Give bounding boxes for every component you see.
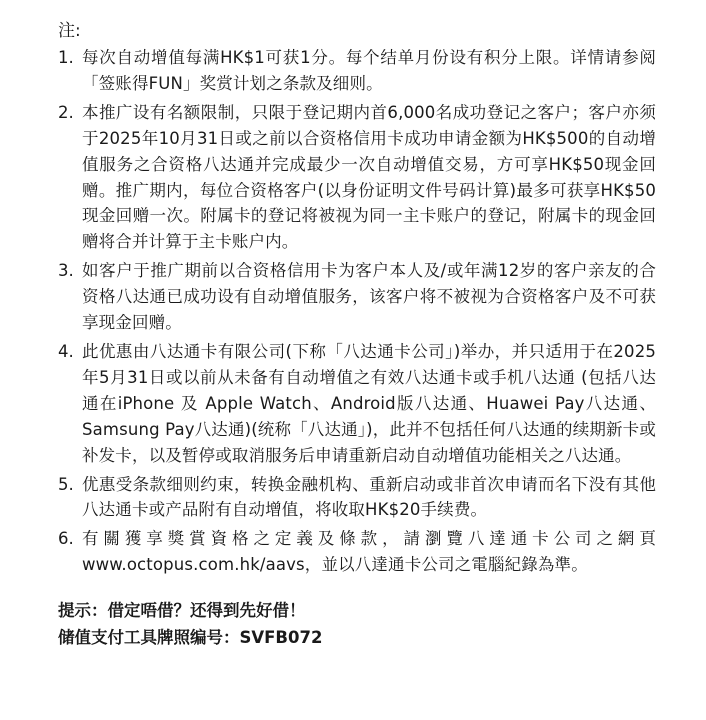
- footer: [58, 597, 656, 651]
- note-number: 5.: [58, 474, 74, 494]
- note-text: 有關獲享獎賞資格之定義及條款，請瀏覽八達通卡公司之網頁www.octopus.com.hk/aavs，並以八達通卡公司之電腦紀錄為準。: [82, 529, 656, 575]
- note-item-6: [58, 526, 656, 578]
- note-number: 4.: [58, 341, 74, 361]
- note-text: 此优惠由八达通卡有限公司(下称「八达通卡公司」)举办，并只适用于在2025年5月31日或以前从未备有自动增值之有效八达通卡或手机八达通 (包括八达通在iPhone 及 Apple Watch、Android版八达通、Huawei Pay八达通、Samsung Pay八达通)(统称「八达通」)，此并不包括任何八达通的续期新卡或补发卡，以及暂停或取消服务后申请重新启动自动增值功能相关之八达通。: [82, 341, 656, 465]
- note-item-2: [58, 100, 656, 255]
- note-text: 每次自动增值每满HK$1可获1分。每个结单月份设有积分上限。详情请参阅「签账得FUN」奖赏计划之条款及细则。: [82, 48, 656, 93]
- note-item-1: [58, 45, 656, 97]
- note-text: 如客户于推广期前以合资格信用卡为客户本人及/或年满12岁的客户亲友的合资格八达通已成功设有自动增值服务，该客户将不被视为合资格客户及不可获享现金回赠。: [82, 261, 656, 333]
- note-text: 优惠受条款细则约束，转换金融机构、重新启动或非首次申请而名下没有其他八达通卡或产品附有自动增值，将收取HK$20手续费。: [82, 474, 656, 520]
- note-item-4: [58, 339, 656, 469]
- note-item-5: [58, 472, 656, 524]
- notes-heading: 注:: [58, 21, 81, 41]
- license-number: 储值支付工具牌照编号：SVFB072: [58, 628, 323, 648]
- note-number: 1.: [58, 48, 74, 67]
- note-number: 6.: [58, 529, 74, 549]
- notes-list: [58, 45, 656, 578]
- note-item-3: [58, 258, 656, 336]
- note-number: 3.: [58, 261, 74, 281]
- borrowing-reminder: 提示：借定唔借？还得到先好借！: [58, 601, 306, 621]
- note-number: 2.: [58, 102, 74, 122]
- note-text: 本推广设有名额限制，只限于登记期内首6,000名成功登记之客户；客户亦须于2025年10月31日或之前以合资格信用卡成功申请金额为HK$500的自动增值服务之合资格八达通并完成最少一次自动增值交易，方可享HK$50现金回赠。推广期内，每位合资格客户(以身份证明文件号码计算)最多可获享HK$50现金回赠一次。附属卡的登记将被视为同一主卡账户的登记，附属卡的现金回赠将合并计算于主卡账户内。: [82, 102, 656, 252]
